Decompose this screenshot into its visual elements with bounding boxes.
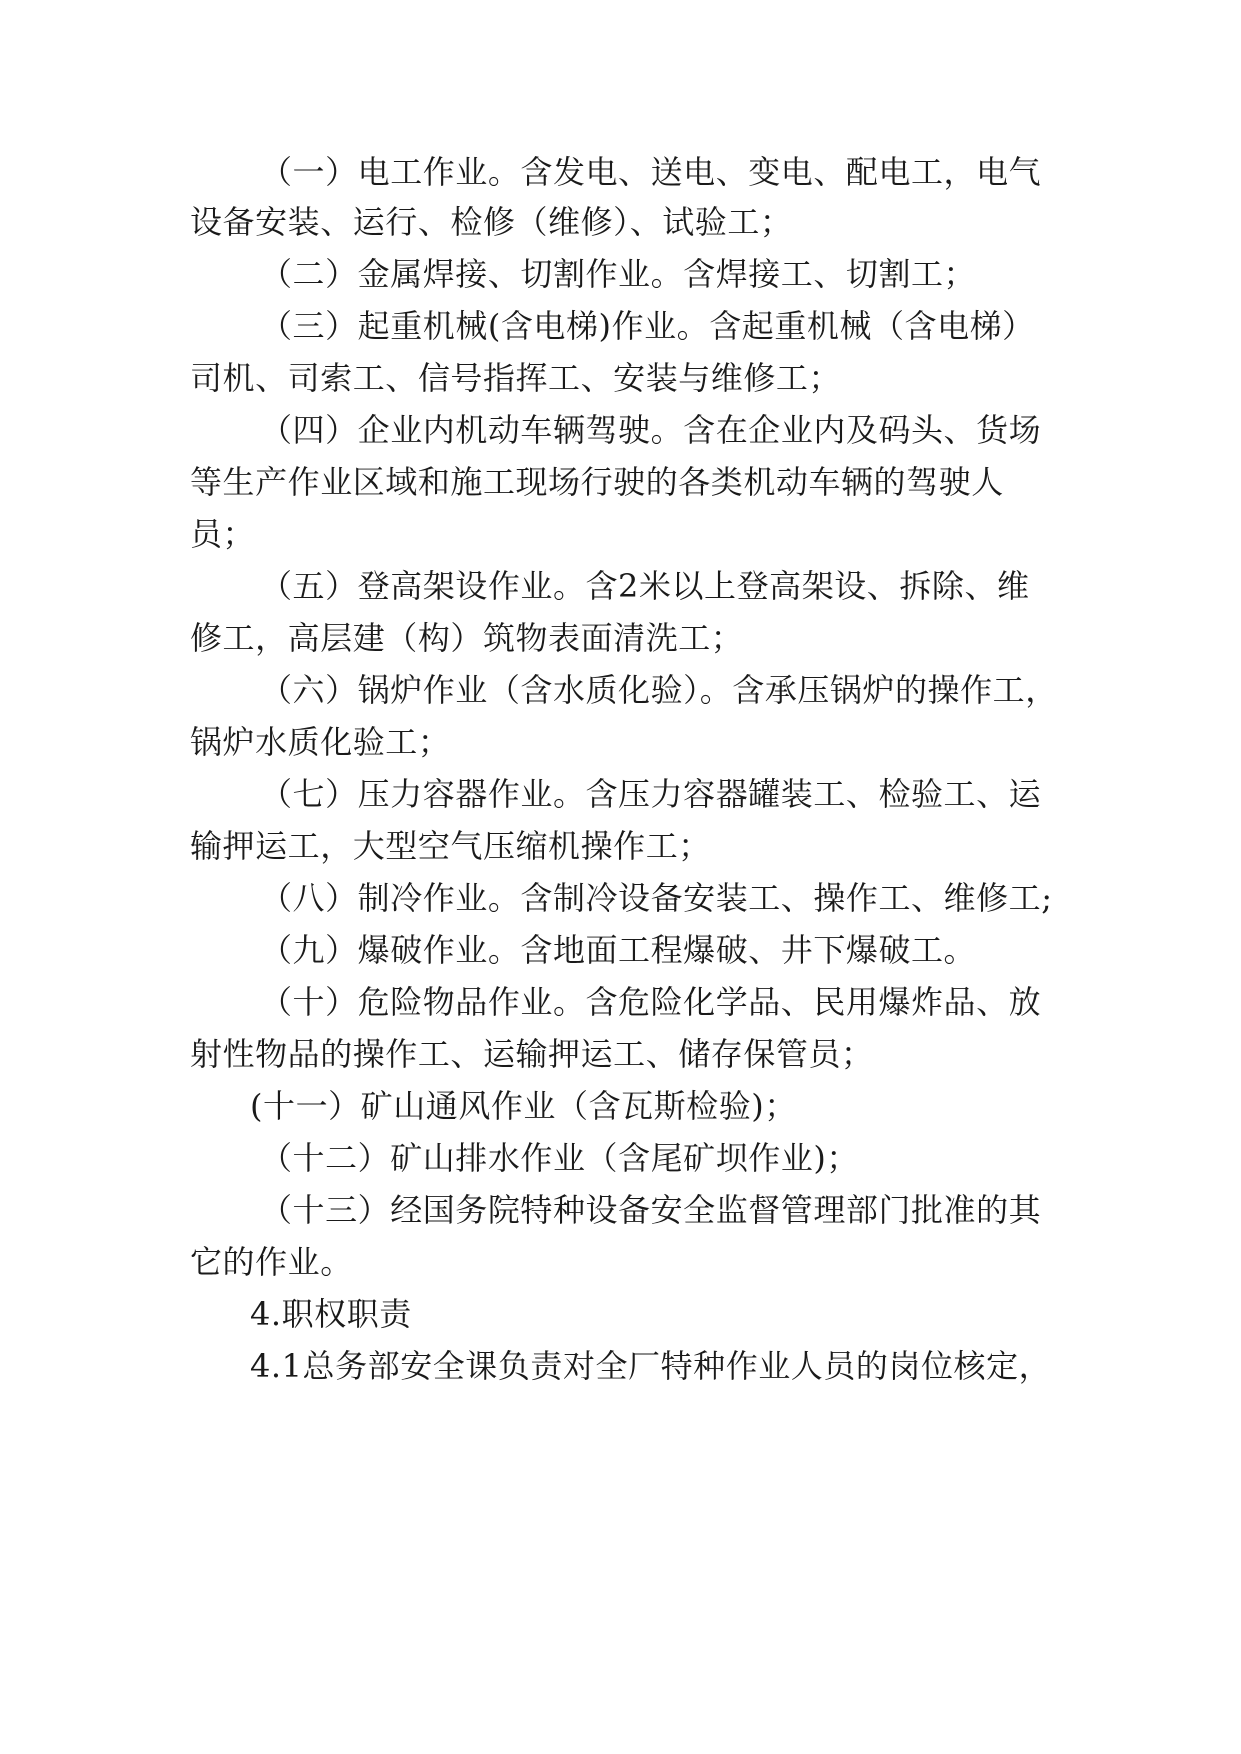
line-3: （二）金属焊接、切割作业。含焊接工、切割工；: [260, 255, 977, 293]
line-8: 员；: [190, 515, 256, 553]
line-14: 输押运工，大型空气压缩机操作工；: [190, 827, 711, 865]
line-20: （十二）矿山排水作业（含尾矿坝作业)；: [260, 1139, 859, 1177]
line-6: （四）企业内机动车辆驾驶。含在企业内及码头、货场: [260, 411, 1042, 449]
line-16: （九）爆破作业。含地面工程爆破、井下爆破工。: [260, 931, 977, 969]
line-7: 等生产作业区域和施工现场行驶的各类机动车辆的驾驶人: [190, 463, 1004, 501]
line-10: 修工，高层建（构）筑物表面清洗工；: [190, 619, 744, 657]
line-12: 锅炉水质化验工；: [190, 723, 451, 761]
section-heading: 4.职权职责: [250, 1295, 412, 1333]
line-11: （六）锅炉作业（含水质化验）。含承压锅炉的操作工，: [260, 671, 1058, 709]
line-9: （五）登高架设作业。含2米以上登高架设、拆除、维: [260, 567, 1030, 605]
line-21: （十三）经国务院特种设备安全监督管理部门批准的其: [260, 1191, 1042, 1229]
line-2: 设备安装、运行、检修（维修）、试验工；: [190, 203, 793, 241]
line-22: 它的作业。: [190, 1243, 353, 1281]
line-17: （十）危险物品作业。含危险化学品、民用爆炸品、放: [260, 983, 1042, 1021]
line-19: (十一）矿山通风作业（含瓦斯检验)；: [250, 1087, 797, 1125]
line-4: （三）起重机械(含电梯)作业。含起重机械（含电梯）: [260, 307, 1035, 345]
line-1: （一）电工作业。含发电、送电、变电、配电工，电气: [260, 153, 1042, 191]
line-15: （八）制冷作业。含制冷设备安装工、操作工、维修工;: [260, 879, 1053, 917]
line-5: 司机、司索工、信号指挥工、安装与维修工；: [190, 359, 842, 397]
line-18: 射性物品的操作工、运输押运工、储存保管员；: [190, 1035, 874, 1073]
line-13: （七）压力容器作业。含压力容器罐装工、检验工、运: [260, 775, 1042, 813]
line-24: 4.1总务部安全课负责对全厂特种作业人员的岗位核定，: [250, 1347, 1052, 1385]
